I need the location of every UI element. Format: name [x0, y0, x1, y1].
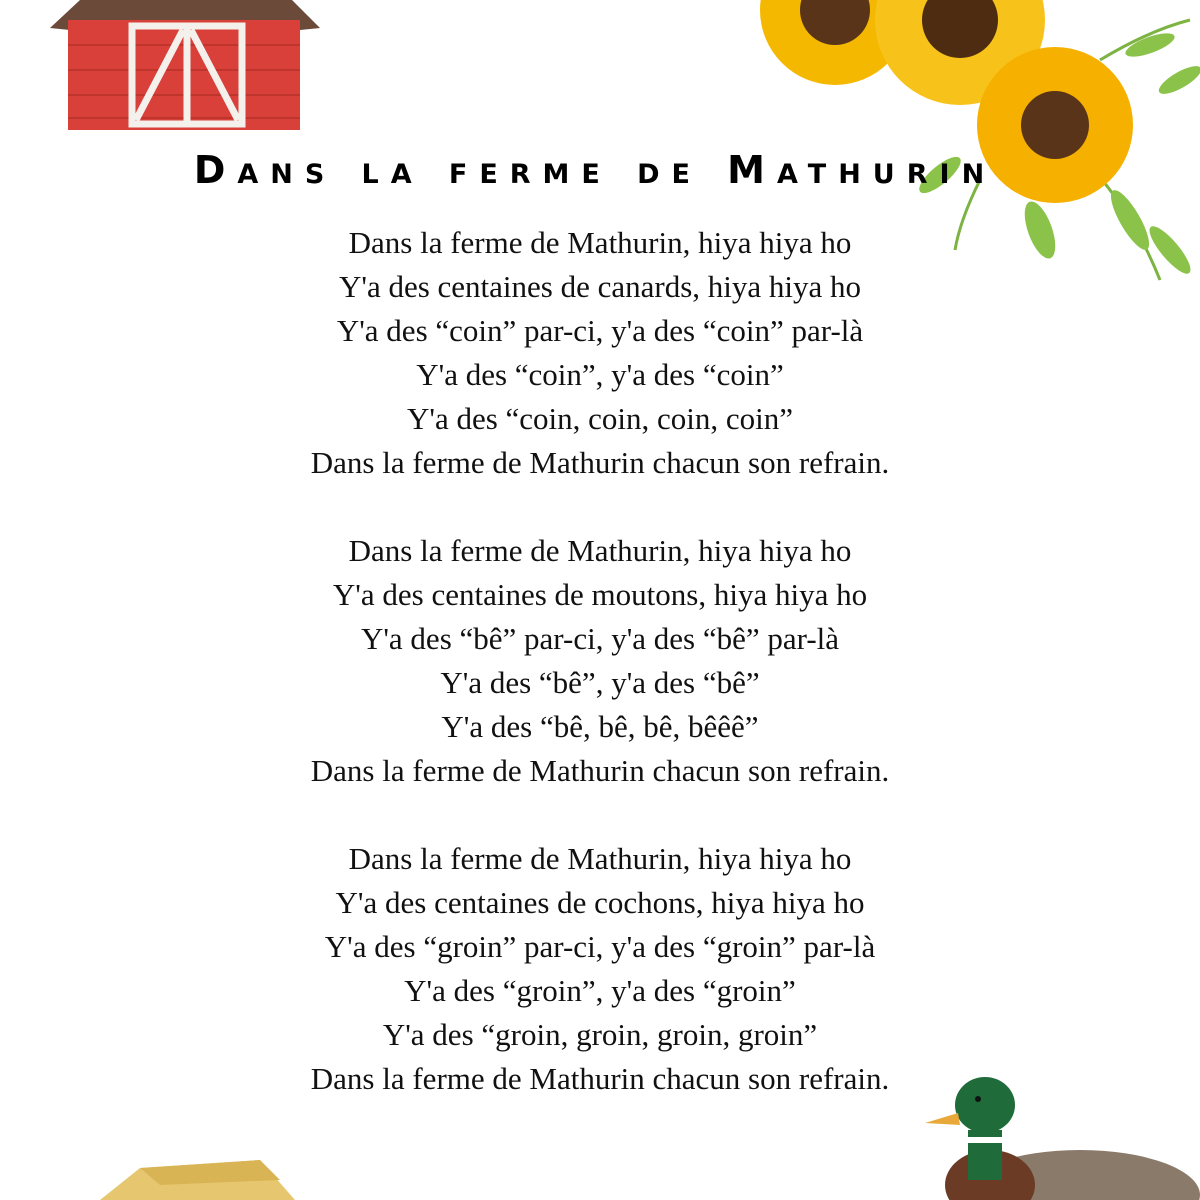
- lyric-line: Dans la ferme de Mathurin, hiya hiya ho: [348, 225, 852, 260]
- lyric-line: Y'a des “coin”, y'a des “coin”: [416, 357, 784, 392]
- lyric-line: Y'a des “groin” par-ci, y'a des “groin” par-là: [324, 929, 876, 964]
- lyric-line: Y'a des “coin, coin, coin, coin”: [406, 401, 794, 436]
- lyric-line: Y'a des “groin, groin, groin, groin”: [382, 1017, 818, 1052]
- lyric-line: Y'a des “bê, bê, bê, bêêê”: [441, 709, 759, 744]
- hay-bale-illustration: [80, 1150, 300, 1200]
- lyric-line: Y'a des “coin” par-ci, y'a des “coin” par-là: [336, 313, 864, 348]
- lyric-line: Dans la ferme de Mathurin chacun son refrain.: [310, 1061, 890, 1096]
- lyric-line: Y'a des centaines de canards, hiya hiya ho: [338, 269, 862, 304]
- stanza-3: [0, 837, 1200, 1101]
- stanza-1: [0, 221, 1200, 485]
- lyric-line: Y'a des centaines de cochons, hiya hiya ho: [335, 885, 865, 920]
- lyric-line: Y'a des “bê”, y'a des “bê”: [440, 665, 760, 700]
- lyric-line: Dans la ferme de Mathurin chacun son refrain.: [310, 445, 890, 480]
- lyric-line: Dans la ferme de Mathurin, hiya hiya ho: [348, 533, 852, 568]
- stanza-2: [0, 529, 1200, 793]
- song-title: Dans la ferme de Mathurin: [193, 148, 997, 192]
- lyric-line: Y'a des centaines de moutons, hiya hiya ho: [332, 577, 868, 612]
- lyric-line: Y'a des “bê” par-ci, y'a des “bê” par-là: [360, 621, 840, 656]
- lyric-line: Dans la ferme de Mathurin, hiya hiya ho: [348, 841, 852, 876]
- lyric-line: Dans la ferme de Mathurin chacun son refrain.: [310, 753, 890, 788]
- lyric-line: Y'a des “groin”, y'a des “groin”: [404, 973, 796, 1008]
- lyrics: [0, 221, 1200, 1145]
- barn-illustration: [50, 0, 322, 132]
